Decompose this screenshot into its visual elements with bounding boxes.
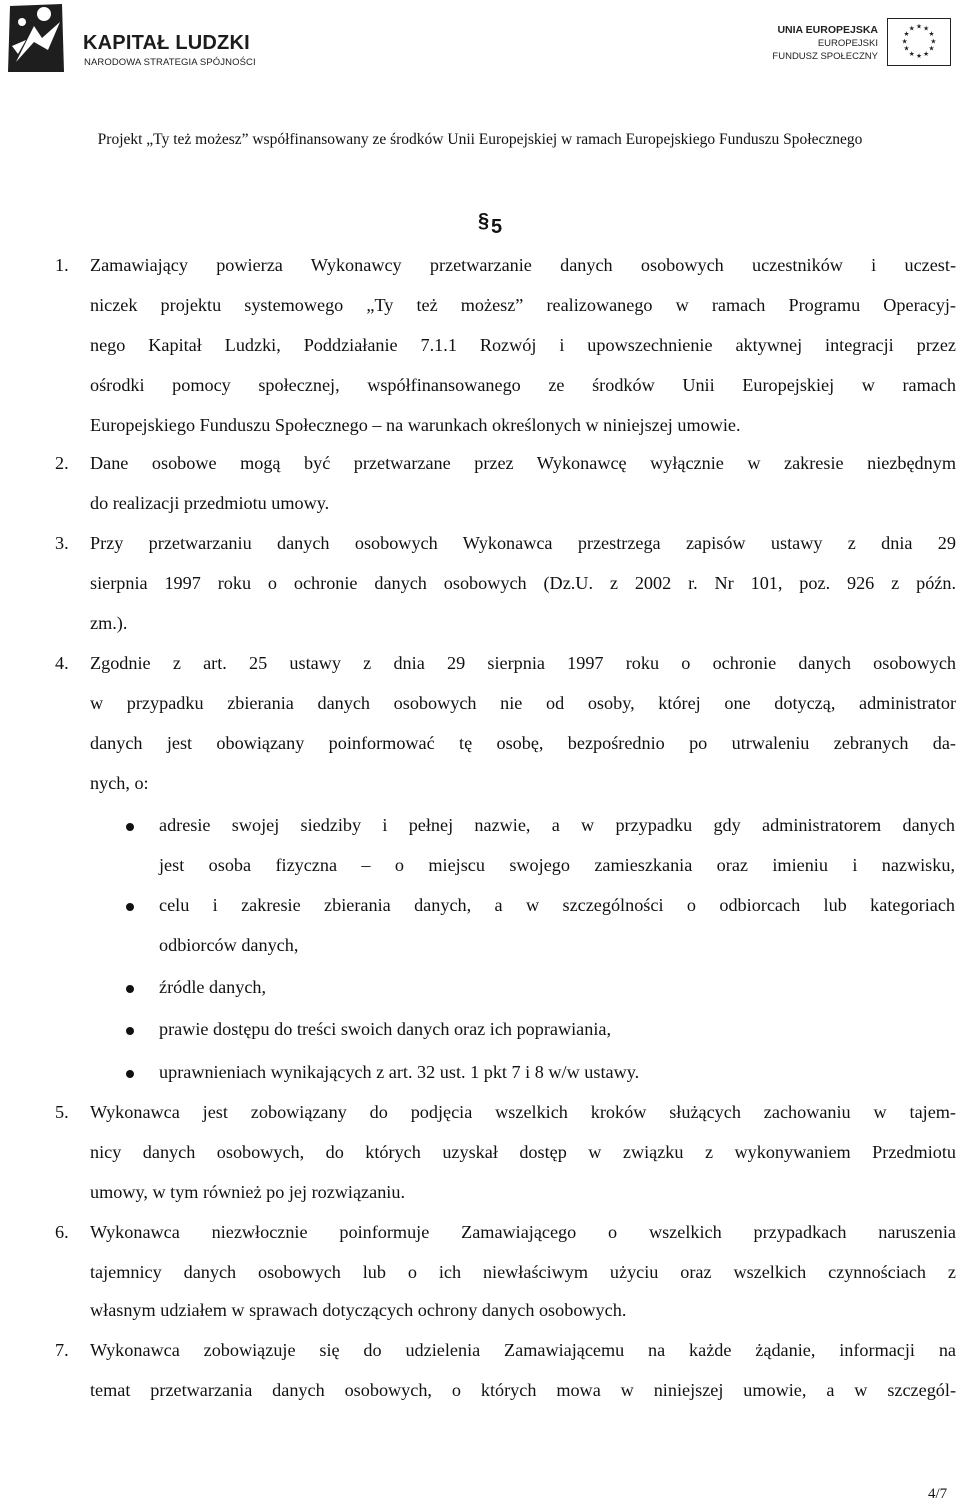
point-2-line: Dane osobowe mogą być przetwarzane przez Wykonawcę wyłącznie w zakresie niezbędnym — [90, 453, 956, 473]
point-2-line: do realizacji przedmiotu umowy. — [90, 493, 330, 513]
svg-text:★: ★ — [903, 44, 910, 53]
point-1-line: nego Kapitał Ludzki, Poddziałanie 7.1.1 Rozwój i upowszechnienie aktywnej integracji przez — [90, 335, 956, 355]
svg-text:★: ★ — [923, 49, 930, 58]
point-5-line: Wykonawca jest zobowiązany do podjęcia wszelkich kroków służących zachowaniu w tajem- — [90, 1102, 956, 1122]
svg-text:★: ★ — [908, 24, 915, 33]
bullet-line: prawie dostępu do treści swoich danych oraz ich poprawiania, — [159, 1019, 612, 1039]
eu-social-fund-logo — [756, 18, 956, 74]
point-1-number: 1. — [55, 255, 69, 275]
kapital-ludzki-logo — [4, 2, 304, 80]
point-1-line: niczek projektu systemowego „Ty też możesz” realizowanego w ramach Programu Operacyj- — [90, 295, 956, 315]
bullet-line: źródle danych, — [159, 977, 267, 997]
kapital-ludzki-emblem-icon — [4, 2, 70, 74]
bullet-dot — [126, 823, 134, 831]
bullet-line: jest osoba fizyczna – o miejscu swojego zamieszkania oraz imieniu i nazwisku, — [159, 855, 955, 875]
point-3-line: zm.). — [90, 613, 128, 633]
bullet-dot — [126, 985, 134, 993]
point-7-line: temat przetwarzania danych osobowych, o których mowa w niniejszej umowie, a w szczegól- — [90, 1380, 956, 1400]
point-5-line: umowy, w tym również po jej rozwiązaniu. — [90, 1182, 405, 1202]
eu-logo-text — [772, 24, 878, 63]
svg-text:★: ★ — [901, 37, 908, 46]
point-7-number: 7. — [55, 1340, 69, 1360]
svg-text:★: ★ — [908, 49, 915, 58]
point-5-number: 5. — [55, 1102, 69, 1122]
point-6-number: 6. — [55, 1222, 69, 1242]
eu-flag-icon — [887, 18, 951, 66]
point-3-line: sierpnia 1997 roku o ochronie danych osobowych (Dz.U. z 2002 r. Nr 101, poz. 926 z późn. — [90, 573, 956, 593]
svg-text:★: ★ — [928, 29, 935, 38]
point-6-line: Wykonawca niezwłocznie poinformuje Zamawiającego o wszelkich przypadkach naruszenia — [90, 1222, 956, 1242]
bullet-line: adresie swojej siedziby i pełnej nazwie, a w przypadku gdy administratorem danych — [159, 815, 955, 835]
section-symbol: § — [478, 210, 490, 232]
project-line: Projekt „Ty też możesz” współfinansowany ze środków Unii Europejskiej w ramach Europejskiego Funduszu Społecznego — [97, 131, 863, 148]
bullet-line: uprawnieniach wynikających z art. 32 ust. 1 pkt 7 i 8 w/w ustawy. — [159, 1062, 640, 1082]
svg-text:★: ★ — [930, 37, 937, 46]
bullet-line: odbiorców danych, — [159, 935, 299, 955]
point-6-line: własnym udziałem w sprawach dotyczących ochrony danych osobowych. — [90, 1300, 627, 1320]
point-1-line: Europejskiego Funduszu Społecznego – na warunkach określonych w niniejszej umowie. — [90, 415, 741, 435]
svg-text:★: ★ — [916, 51, 922, 60]
point-5-line: nicy danych osobowych, do których uzyskał dostęp w związku z wykonywaniem Przedmiotu — [90, 1142, 956, 1162]
point-4-line: nych, o: — [90, 773, 149, 793]
point-4-number: 4. — [55, 653, 69, 673]
point-4-line: Zgodnie z art. 25 ustawy z dnia 29 sierpnia 1997 roku o ochronie danych osobowych — [90, 653, 956, 673]
bullet-dot — [126, 903, 134, 911]
point-1-line: ośrodki pomocy społecznej, współfinansowanego ze środków Unii Europejskiej w ramach — [90, 375, 956, 395]
point-4-line: w przypadku zbierania danych osobowych nie od osoby, której one dotyczą, administrator — [90, 693, 956, 713]
point-3-number: 3. — [55, 533, 69, 553]
point-7-line: Wykonawca zobowiązuje się do udzielenia Zamawiającemu na każde żądanie, informacji na — [90, 1340, 956, 1360]
eu-logo-line3: FUNDUSZ SPOŁECZNY — [772, 51, 878, 62]
svg-text:★: ★ — [923, 24, 930, 33]
point-4-line: danych jest obowiązany poinformować tę osobę, bezpośrednio po utrwaleniu zebranych da- — [90, 733, 956, 753]
point-2-number: 2. — [55, 453, 69, 473]
svg-text:★: ★ — [928, 44, 935, 53]
eu-logo-line1: UNIA EUROPEJSKA — [777, 24, 878, 36]
point-3-line: Przy przetwarzaniu danych osobowych Wykonawca przestrzega zapisów ustawy z dnia 29 — [90, 533, 956, 553]
kapital-ludzki-title: KAPITAŁ LUDZKI — [83, 32, 250, 54]
point-6-line: tajemnicy danych osobowych lub o ich niewłaściwym użyciu oraz wszelkich czynnościach z — [90, 1262, 956, 1282]
bullet-dot — [126, 1027, 134, 1035]
eu-logo-line2: EUROPEJSKI — [817, 38, 878, 49]
point-1-line: Zamawiający powierza Wykonawcy przetwarzanie danych osobowych uczestników i uczest- — [90, 255, 956, 275]
svg-text:★: ★ — [903, 29, 910, 38]
bullet-line: celu i zakresie zbierania danych, a w szczególności o odbiorcach lub kategoriach — [159, 895, 955, 915]
section-number: 5 — [491, 216, 503, 238]
page-number: 4/7 — [928, 1486, 948, 1502]
bullet-dot — [126, 1070, 134, 1078]
svg-text:★: ★ — [916, 22, 922, 31]
kapital-ludzki-subtitle: NARODOWA STRATEGIA SPÓJNOŚCI — [84, 57, 256, 68]
